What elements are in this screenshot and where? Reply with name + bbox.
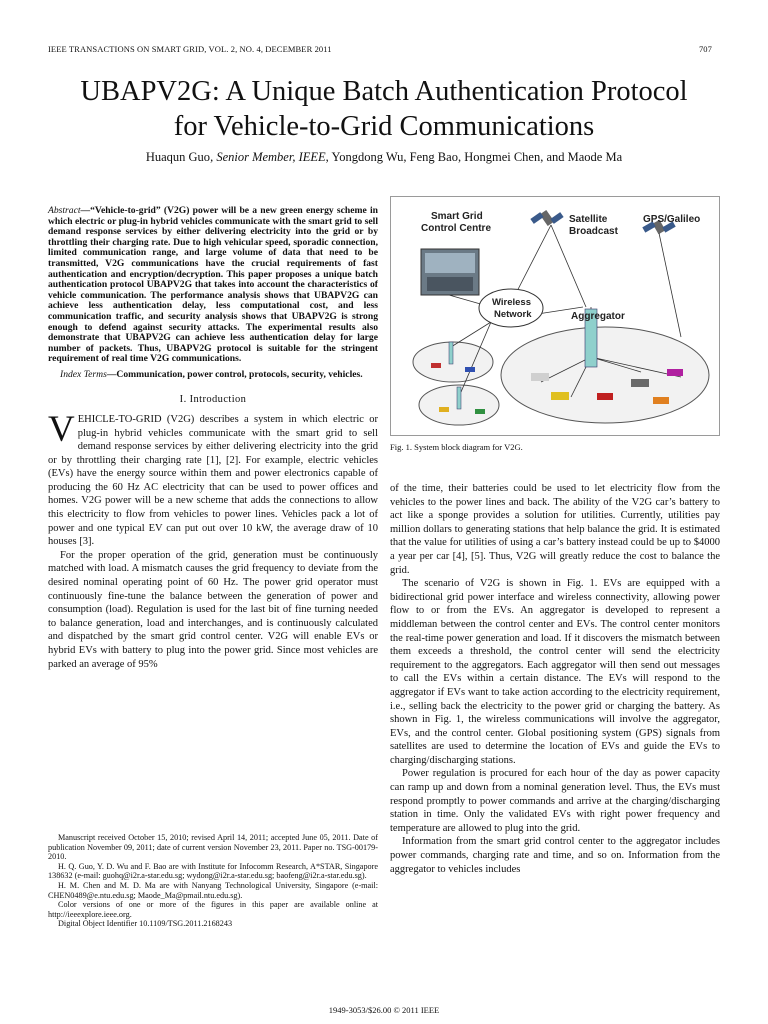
intro-paragraph-1 xyxy=(48,408,378,549)
author-first: Huaqun Guo xyxy=(145,150,211,164)
control-desks xyxy=(427,277,473,291)
right-paragraph-1: of the time, their batteries could be used to let electricity flow from the vehicles to the power lines and back. The ability of the V2G car’s battery to act like a sponge provides a solution for utilities. Currently, utilities pay million dollars to generating stations that help balance the grid. It is estimated that the value for utilities of using a car’s battery instead could be up to $4000 a year per car [4], [5]. Thus, V2G will greatly reduce the cost to balance the grid. xyxy=(390,483,720,576)
figure-caption: Fig. 1. System block diagram for V2G. xyxy=(390,442,523,452)
label-control-2: Control Centre xyxy=(421,223,491,234)
label-wireless-2: Network xyxy=(494,309,532,320)
label-satellite-1: Satellite xyxy=(569,214,608,225)
introduction-text xyxy=(48,408,378,671)
index-terms-text: —Communication, power control, protocols, security, vehicles. xyxy=(106,368,363,380)
journal-name: IEEE TRANSACTIONS ON SMART GRID, VOL. 2, NO. 4, DECEMBER 2011 xyxy=(48,44,332,54)
author-first-role: , Senior Member, IEEE xyxy=(210,150,326,164)
author-others: , Yongdong Wu, Feng Bao, Hongmei Chen, and Maode Ma xyxy=(325,150,623,164)
right-paragraph-2: The scenario of V2G is shown in Fig. 1. EVs are equipped with a bidirectional grid power interface and wireless connectivity, allowing power flow to or from the EVs. An aggregator is developed to represent a middleman between the control center and EVs. The control center monitors the real-time power generation and load. If it discovers the mismatch between them exceeds a threshold, the control center will send the electricity requirement to the aggregators. Each aggregator will then send out messages to call the EVs within a certain distance. The EVs will respond to the aggregator if EVs want to take action according to the electricity requirement, i.e., selling back the electricity to the power grid or charging the battery. As shown in Fig. 1, the wireless communications will involve the aggregator, EVs, and the control center. Global positioning system (GPS) signals from satellites are used to determine the location of EVs and guide the EVs to charging/discharging stations. xyxy=(390,578,720,766)
index-terms xyxy=(48,369,378,380)
figure-1 xyxy=(390,196,720,436)
tower-2 xyxy=(457,387,461,409)
control-screen xyxy=(425,253,475,273)
intro-paragraph-2: For the proper operation of the grid, generation must be continuously matched with load. A mismatch causes the grid frequency to deviate from the desired nominal operating point of 60 Hz. The power grid operator must continuously fine-tune the balance between the generation of power and consumption (load). Regulation is used for the last bit of fine turning needed to balance generation, load and interchanges, and is continuously calculated and dispatched by the smart grid control center. V2G will enable EVs or hybrid EVs with battery to plug into the power grid. Since most vehicles are parked an average of 95% xyxy=(48,549,378,670)
footnote-manuscript: Manuscript received October 15, 2010; revised April 14, 2011; accepted June 05, 2011. Date of publication November 09, 2011; date of current version November 23, 2011. Paper no. TSG-00179-2010. xyxy=(48,833,378,862)
title-line-2: for Vehicle-to-Grid Communications xyxy=(173,111,595,142)
label-wireless-1: Wireless xyxy=(492,297,531,308)
drop-cap: V xyxy=(48,408,75,450)
footnote-doi: Digital Object Identifier 10.1109/TSG.2011.2168243 xyxy=(58,919,233,929)
satellite-icon xyxy=(530,210,563,226)
right-column-text xyxy=(390,482,720,876)
label-control-1: Smart Grid xyxy=(431,211,483,222)
left-column xyxy=(48,206,378,671)
footnote-affiliation-2: H. M. Chen and M. D. Ma are with Nanyang Technological University, Singapore (e-mail: CHEN0489@e.ntu.edu.sg; Maode_Ma@pmail.ntu.edu.sg). xyxy=(48,880,378,900)
right-column xyxy=(390,196,720,876)
right-paragraph-4: Information from the smart grid control center to the aggregator includes power commands, charging rate and time, and so on. Information from the aggregator to vehicles includes xyxy=(390,836,720,875)
abstract-label: Abstract xyxy=(48,205,81,216)
page-number: 707 xyxy=(698,44,712,54)
label-aggregator: Aggregator xyxy=(571,311,625,322)
index-terms-label: Index Terms xyxy=(60,368,107,380)
author-list xyxy=(0,150,768,165)
footnote-affiliation-1: H. Q. Guo, Y. D. Wu and F. Bao are with Institute for Infocomm Research, A*STAR, Singapore 138632 (e-mail: guohq@i2r.a-star.edu.sg; wydong@i2r.a-star.edu.sg; baofeng@i2r.a-star.edu.sg). xyxy=(48,861,378,881)
section-heading: I. Introduction xyxy=(179,393,247,405)
right-paragraph-3: Power regulation is procured for each hour of the day as power capacity can ramp up and down from a nominal generation level. Thus, the EVs must respond promptly to power commands and arrive at the charging/discharging station in time. Only the validated EVs with right power frequency and temperature are allowed to plug into the grid. xyxy=(390,768,720,834)
issn-footer: 1949-3053/$26.00 © 2011 IEEE xyxy=(328,1005,440,1015)
intro-paragraph-1-text: EHICLE-TO-GRID (V2G) describes a system in which electric or plug-in hybrid vehicles communicate with the smart grid to sell demand response services by either delivering electricity into the grid or by throttling their charging rate [1], [2]. For example, electric vehicles (EVs) have the energy source within them and power electronics capable of producing the 60 Hz AC electricity that can be used to power offices and homes. V2G power will be a new scheme that adds the connections to allow this electricity to flow from vehicles to power lines. Vehicles pack a lot of power and one typical EV can put out over 10 kW, the average draw of 10 houses [3]. xyxy=(48,413,378,548)
abstract xyxy=(48,206,378,365)
title-line-1: UBAPV2G: A Unique Batch Authentication Protocol xyxy=(80,76,688,107)
tower-1 xyxy=(449,342,453,364)
abstract-text: —“Vehicle-to-grid” (V2G) power will be a new green energy scheme in which electric or plug-in hybrid vehicles communicate with the smart grid to sell demand response services by either delivering electricity into the grid or by throttling their charging rate. Due to high vehicular speed, sporadic connection, limited communication range, and large volume of data that need to be transmitted, V2G communications have the crucial requirements of fast authentication and encryption/decryption. This paper proposes a unique batch authentication protocol UBAPV2G that takes into account the characteristics of vehicle communication. The performance analysis shows that UBAPV2G can achieve less authentication delay, less computational cost, and less communication traffic, and security analysis shows that UBAPV2G is strong enough to defend against security attacks. The experimental results also demonstrate that UBAPV2G can achieve less authentication delay for large number of packets. Thus, UBAPV2G protocol is suitable for the stringent requirement of real time V2G communications. xyxy=(48,205,378,365)
label-gps: GPS/Galileo xyxy=(643,214,701,225)
footnote-color: Color versions of one or more of the figures in this paper are available online at http://ieeexplore.ieee.org. xyxy=(48,900,378,919)
system-diagram xyxy=(391,197,719,435)
label-satellite-2: Broadcast xyxy=(569,226,618,237)
footnotes xyxy=(48,833,378,929)
paper-title xyxy=(0,74,768,144)
running-header xyxy=(48,44,712,58)
wireless-network-cloud xyxy=(479,289,543,327)
